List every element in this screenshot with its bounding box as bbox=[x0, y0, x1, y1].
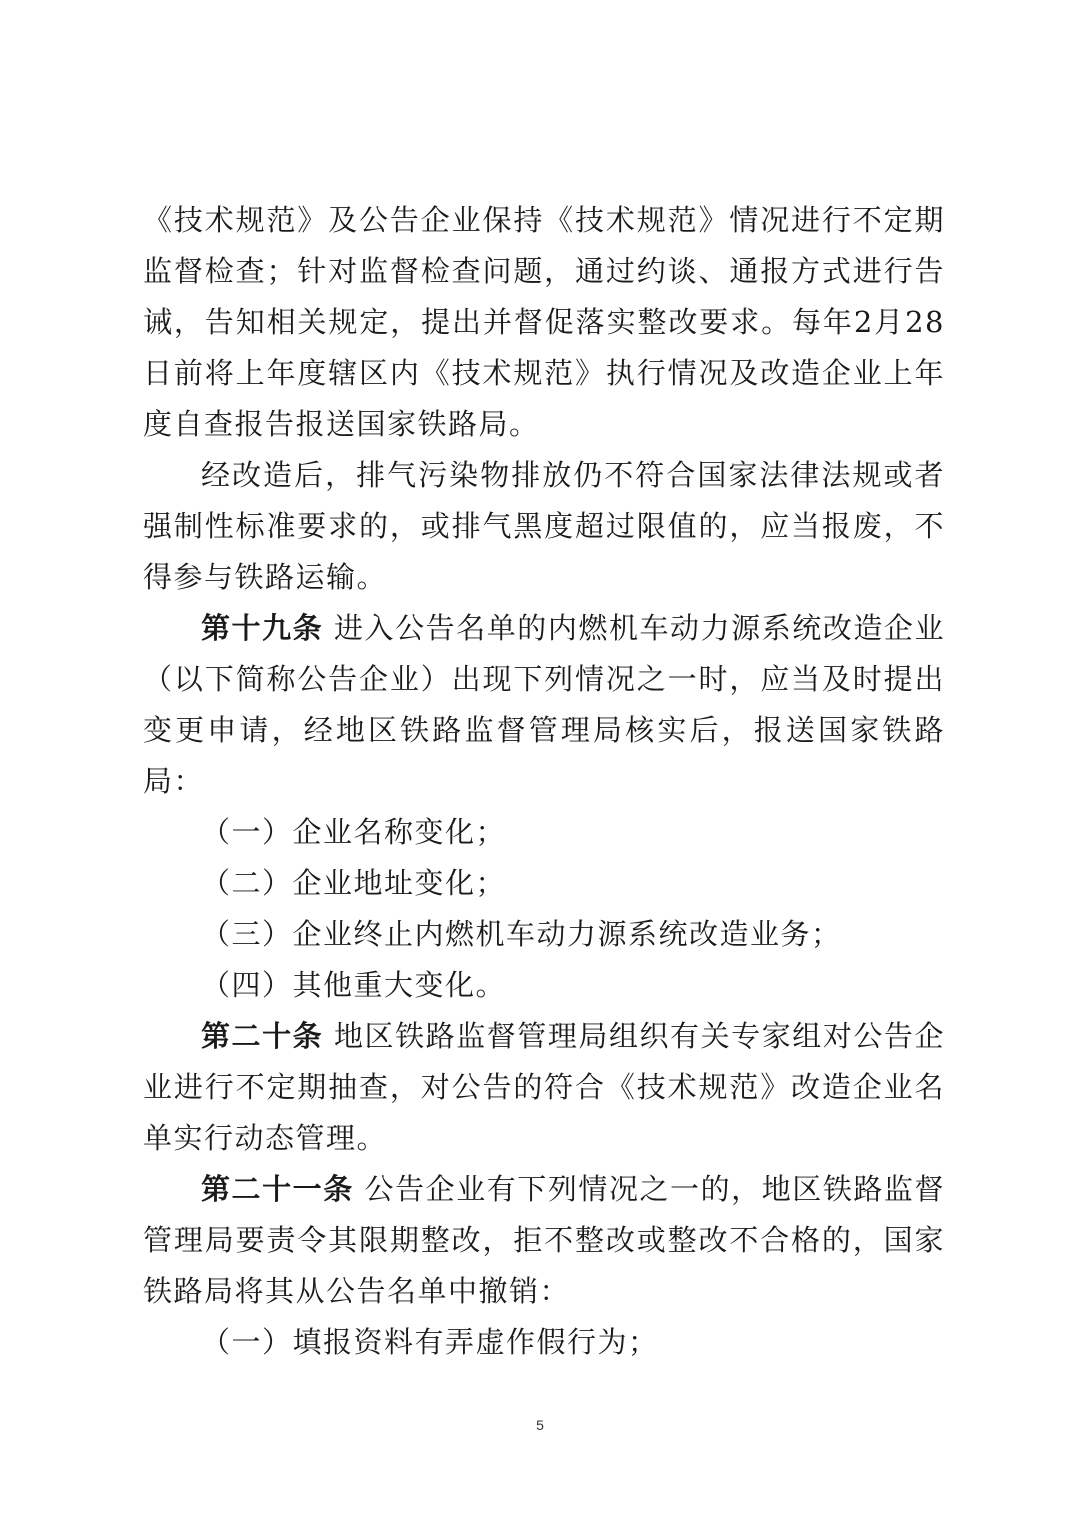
article-20 bbox=[143, 1011, 945, 1164]
list-item-text: （一）企业名称变化； bbox=[201, 815, 507, 849]
article-heading: 第二十一条 bbox=[201, 1172, 354, 1206]
article-heading: 第二十条 bbox=[201, 1019, 324, 1053]
paragraph-text: 地区铁路监督管理局组织有关专家组对公告企业进行不定期抽查，对公告的符合《技术规范》改造企业名单实行动态管理。 bbox=[143, 1019, 945, 1155]
paragraph-text: 《技术规范》及公告企业保持《技术规范》情况进行不定期监督检查；针对监督检查问题，通过约谈、通报方式进行告诫，告知相关规定，提出并督促落实整改要求。每年2月28日前将上年度辖区内《技术规范》执行情况及改造企业上年度自查报告报送国家铁路局。 bbox=[143, 203, 945, 441]
list-item-2 bbox=[143, 858, 945, 909]
article-heading: 第十九条 bbox=[201, 611, 324, 645]
article-21 bbox=[143, 1164, 945, 1317]
document-body bbox=[143, 195, 945, 1368]
list-item-3 bbox=[143, 909, 945, 960]
list-item-text: （三）企业终止内燃机车动力源系统改造业务； bbox=[201, 917, 842, 951]
list-item-text: （四）其他重大变化。 bbox=[201, 968, 507, 1002]
list-item-4 bbox=[143, 960, 945, 1011]
list-item-1 bbox=[143, 807, 945, 858]
paragraph-text: 公告企业有下列情况之一的，地区铁路监督管理局要责令其限期整改，拒不整改或整改不合格的，国家铁路局将其从公告名单中撤销： bbox=[143, 1172, 945, 1308]
list-item-text: （一）填报资料有弄虚作假行为； bbox=[201, 1325, 659, 1359]
paragraph-scrap-requirement bbox=[143, 450, 945, 603]
list-item-text: （二）企业地址变化； bbox=[201, 866, 507, 900]
article-19 bbox=[143, 603, 945, 807]
page-number: 5 bbox=[536, 1417, 544, 1433]
list-item-5 bbox=[143, 1317, 945, 1368]
paragraph-text: 进入公告名单的内燃机车动力源系统改造企业（以下简称公告企业）出现下列情况之一时，应当及时提出变更申请，经地区铁路监督管理局核实后，报送国家铁路局： bbox=[143, 611, 945, 798]
paragraph-supervision-check bbox=[143, 195, 945, 450]
paragraph-text: 经改造后，排气污染物排放仍不符合国家法律法规或者强制性标准要求的，或排气黑度超过限值的，应当报废，不得参与铁路运输。 bbox=[143, 458, 945, 594]
